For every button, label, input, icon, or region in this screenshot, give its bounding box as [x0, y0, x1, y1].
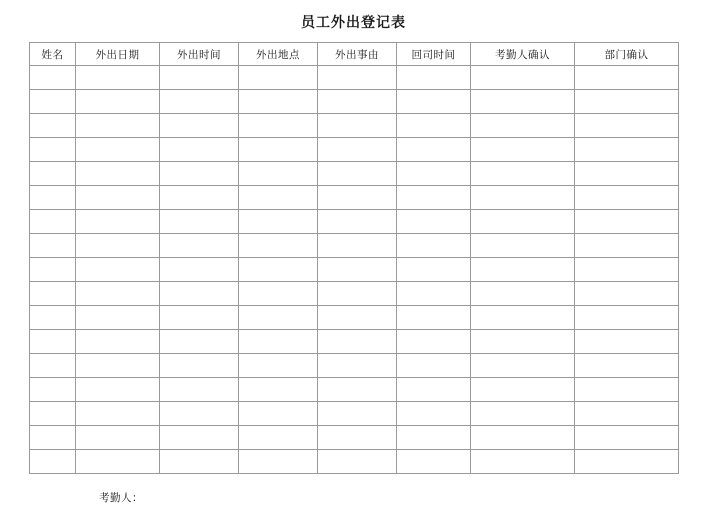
table-cell[interactable] [160, 162, 239, 186]
table-cell[interactable] [471, 138, 575, 162]
table-cell[interactable] [30, 330, 76, 354]
table-cell[interactable] [30, 234, 76, 258]
table-cell[interactable] [30, 138, 76, 162]
table-cell[interactable] [397, 258, 471, 282]
table-cell[interactable] [397, 186, 471, 210]
table-cell[interactable] [318, 186, 397, 210]
table-row [30, 66, 679, 90]
table-cell[interactable] [471, 378, 575, 402]
table-cell[interactable] [239, 354, 318, 378]
table-cell[interactable] [160, 138, 239, 162]
table-cell[interactable] [397, 378, 471, 402]
table-row [30, 402, 679, 426]
column-header: 考勤人确认 [471, 43, 575, 66]
table-cell[interactable] [160, 330, 239, 354]
table-cell[interactable] [575, 378, 679, 402]
table-cell[interactable] [30, 378, 76, 402]
table-cell[interactable] [76, 378, 160, 402]
table-cell[interactable] [575, 186, 679, 210]
table-cell[interactable] [471, 426, 575, 450]
table-cell[interactable] [397, 210, 471, 234]
table-cell[interactable] [30, 90, 76, 114]
table-cell[interactable] [160, 90, 239, 114]
table-cell[interactable] [76, 258, 160, 282]
table-cell[interactable] [471, 258, 575, 282]
table-cell[interactable] [471, 234, 575, 258]
table-cell[interactable] [239, 378, 318, 402]
table-cell[interactable] [76, 402, 160, 426]
attendance-signature-label: 考勤人： [99, 492, 143, 504]
table-cell[interactable] [575, 234, 679, 258]
column-header: 部门确认 [575, 43, 679, 66]
table-row [30, 138, 679, 162]
column-header: 外出时间 [160, 43, 239, 66]
table-row [30, 186, 679, 210]
table-cell[interactable] [575, 330, 679, 354]
table-cell[interactable] [239, 162, 318, 186]
table-cell[interactable] [318, 450, 397, 474]
table-cell[interactable] [397, 330, 471, 354]
table-row [30, 354, 679, 378]
table-cell[interactable] [575, 426, 679, 450]
table-body [30, 66, 679, 474]
table-row [30, 114, 679, 138]
table-cell[interactable] [30, 402, 76, 426]
table-cell[interactable] [76, 330, 160, 354]
column-header: 外出日期 [76, 43, 160, 66]
table-cell[interactable] [76, 138, 160, 162]
table-cell[interactable] [471, 186, 575, 210]
table-cell[interactable] [76, 234, 160, 258]
table-row [30, 210, 679, 234]
table-cell[interactable] [239, 426, 318, 450]
table-cell[interactable] [318, 138, 397, 162]
table-cell[interactable] [397, 450, 471, 474]
column-header: 回司时间 [397, 43, 471, 66]
table-cell[interactable] [30, 114, 76, 138]
table-cell[interactable] [575, 114, 679, 138]
table-cell[interactable] [318, 426, 397, 450]
table-cell[interactable] [575, 162, 679, 186]
table-cell[interactable] [318, 162, 397, 186]
table-cell[interactable] [30, 306, 76, 330]
table-cell[interactable] [397, 234, 471, 258]
table-cell[interactable] [76, 354, 160, 378]
table-cell[interactable] [575, 210, 679, 234]
column-header: 姓名 [30, 43, 76, 66]
table-cell[interactable] [397, 114, 471, 138]
table-cell[interactable] [239, 186, 318, 210]
table-cell[interactable] [30, 162, 76, 186]
table-cell[interactable] [575, 66, 679, 90]
table-cell[interactable] [318, 378, 397, 402]
table-cell[interactable] [30, 282, 76, 306]
table-cell[interactable] [239, 114, 318, 138]
table-cell[interactable] [160, 354, 239, 378]
table-cell[interactable] [30, 354, 76, 378]
table-cell[interactable] [318, 66, 397, 90]
page-title: 员工外出登记表 [301, 14, 406, 30]
table-cell[interactable] [76, 450, 160, 474]
table-cell[interactable] [397, 282, 471, 306]
table-cell[interactable] [575, 450, 679, 474]
table-cell[interactable] [30, 258, 76, 282]
table-cell[interactable] [318, 114, 397, 138]
table-row [30, 306, 679, 330]
table-cell[interactable] [318, 234, 397, 258]
table-row [30, 162, 679, 186]
table-cell[interactable] [575, 282, 679, 306]
table-cell[interactable] [471, 282, 575, 306]
table-cell[interactable] [30, 450, 76, 474]
table-container [0, 42, 707, 474]
table-row [30, 450, 679, 474]
table-row [30, 234, 679, 258]
table-cell[interactable] [160, 426, 239, 450]
table-cell[interactable] [575, 138, 679, 162]
table-cell[interactable] [76, 186, 160, 210]
table-cell[interactable] [318, 402, 397, 426]
table-cell[interactable] [160, 378, 239, 402]
table-cell[interactable] [471, 306, 575, 330]
table-cell[interactable] [318, 258, 397, 282]
table-cell[interactable] [30, 426, 76, 450]
table-cell[interactable] [471, 90, 575, 114]
table-cell[interactable] [397, 402, 471, 426]
table-cell[interactable] [397, 90, 471, 114]
table-row [30, 258, 679, 282]
table-cell[interactable] [575, 306, 679, 330]
table-header-row [30, 43, 679, 66]
table-cell[interactable] [160, 210, 239, 234]
table-cell[interactable] [160, 114, 239, 138]
table-cell[interactable] [30, 210, 76, 234]
table-cell[interactable] [76, 162, 160, 186]
table-row [30, 426, 679, 450]
table-cell[interactable] [318, 282, 397, 306]
table-cell[interactable] [239, 258, 318, 282]
table-row [30, 330, 679, 354]
column-header: 外出地点 [239, 43, 318, 66]
table-cell[interactable] [239, 138, 318, 162]
table-cell[interactable] [76, 426, 160, 450]
table-cell[interactable] [160, 66, 239, 90]
table-cell[interactable] [160, 402, 239, 426]
table-cell[interactable] [76, 66, 160, 90]
table-cell[interactable] [397, 306, 471, 330]
table-cell[interactable] [575, 90, 679, 114]
table-cell[interactable] [239, 90, 318, 114]
table-cell[interactable] [239, 210, 318, 234]
table-cell[interactable] [471, 162, 575, 186]
table-cell[interactable] [76, 114, 160, 138]
column-header: 外出事由 [318, 43, 397, 66]
table-cell[interactable] [318, 90, 397, 114]
table-row [30, 282, 679, 306]
table-cell[interactable] [471, 66, 575, 90]
table-cell[interactable] [239, 282, 318, 306]
table-row [30, 378, 679, 402]
table-cell[interactable] [318, 330, 397, 354]
table-cell[interactable] [471, 402, 575, 426]
table-cell[interactable] [160, 282, 239, 306]
table-cell[interactable] [239, 450, 318, 474]
table-cell[interactable] [76, 210, 160, 234]
table-cell[interactable] [575, 354, 679, 378]
table-cell[interactable] [76, 282, 160, 306]
table-cell[interactable] [575, 402, 679, 426]
table-cell[interactable] [471, 114, 575, 138]
table-cell[interactable] [160, 306, 239, 330]
footer-area [0, 488, 707, 506]
table-cell[interactable] [30, 186, 76, 210]
table-cell[interactable] [397, 354, 471, 378]
table-header [30, 43, 679, 66]
table-cell[interactable] [239, 402, 318, 426]
table-row [30, 90, 679, 114]
table-cell[interactable] [160, 234, 239, 258]
table-cell[interactable] [76, 306, 160, 330]
table-cell[interactable] [318, 306, 397, 330]
table-cell[interactable] [239, 306, 318, 330]
table-cell[interactable] [239, 330, 318, 354]
table-cell[interactable] [160, 258, 239, 282]
table-cell[interactable] [397, 426, 471, 450]
employee-outing-register-table [29, 42, 679, 474]
table-cell[interactable] [471, 330, 575, 354]
table-cell[interactable] [471, 450, 575, 474]
table-cell[interactable] [160, 186, 239, 210]
table-cell[interactable] [471, 210, 575, 234]
table-cell[interactable] [397, 162, 471, 186]
table-cell[interactable] [76, 90, 160, 114]
table-cell[interactable] [471, 354, 575, 378]
table-cell[interactable] [397, 138, 471, 162]
table-cell[interactable] [239, 234, 318, 258]
table-cell[interactable] [239, 66, 318, 90]
table-cell[interactable] [318, 210, 397, 234]
table-cell[interactable] [575, 258, 679, 282]
table-cell[interactable] [30, 66, 76, 90]
table-cell[interactable] [160, 450, 239, 474]
table-cell[interactable] [397, 66, 471, 90]
table-cell[interactable] [318, 354, 397, 378]
